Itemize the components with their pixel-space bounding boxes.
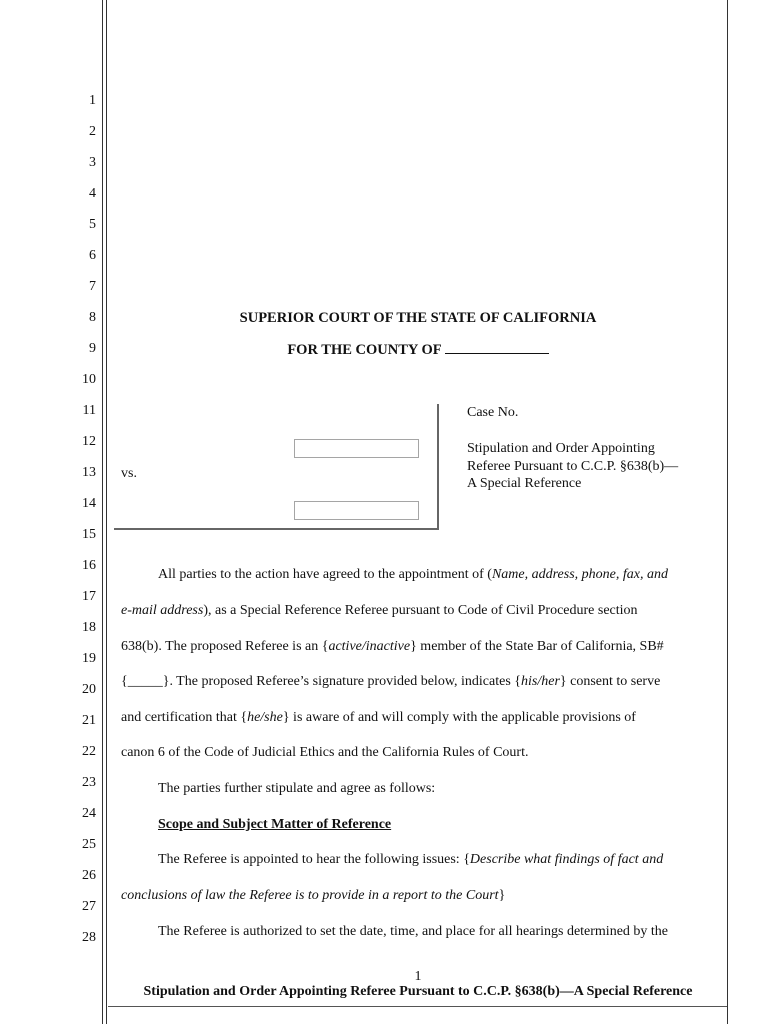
county-blank [445, 341, 549, 354]
line-number: 2 [89, 124, 96, 139]
body-line: e-mail address), as a Special Reference Referee pursuant to Code of Civil Procedure section [121, 603, 638, 618]
plaintiff-field[interactable] [294, 439, 419, 458]
case-number-label: Case No. [467, 405, 519, 420]
caption-vertical-rule [437, 404, 439, 528]
caption-horizontal-rule [114, 528, 439, 530]
defendant-field[interactable] [294, 501, 419, 520]
line-number: 26 [82, 868, 96, 883]
line-number: 8 [89, 310, 96, 325]
line-number: 23 [82, 775, 96, 790]
document-title-line: Referee Pursuant to C.C.P. §638(b)— [467, 458, 679, 474]
body-line: The Referee is appointed to hear the following issues: {Describe what findings of fact and [158, 852, 664, 867]
line-number: 12 [82, 434, 96, 449]
left-margin-rule-outer [102, 0, 103, 1024]
line-number: 16 [82, 558, 96, 573]
versus-label: vs. [121, 466, 137, 481]
footer-title: Stipulation and Order Appointing Referee Pursuant to C.C.P. §638(b)—A Special Reference [143, 984, 693, 999]
county-label: FOR THE COUNTY OF [287, 342, 442, 358]
line-number: 10 [82, 372, 96, 387]
body-line: and certification that {he/she} is aware of and will comply with the applicable provisions of [121, 710, 636, 725]
line-number: 19 [82, 651, 96, 666]
line-number: 22 [82, 744, 96, 759]
line-number: 9 [89, 341, 96, 356]
line-number: 4 [89, 186, 96, 201]
body-line: conclusions of law the Referee is to provide in a report to the Court} [121, 888, 506, 903]
body-line: {_____}. The proposed Referee’s signature provided below, indicates {his/her} consent to serve [121, 674, 661, 689]
section-heading: Scope and Subject Matter of Reference [158, 817, 392, 832]
line-number: 14 [82, 496, 96, 511]
line-number: 6 [89, 248, 96, 263]
page-number: 1 [414, 969, 422, 984]
footer-rule [108, 1006, 727, 1007]
line-number: 7 [89, 279, 96, 294]
line-number: 5 [89, 217, 96, 232]
left-margin-rule-inner [106, 0, 107, 1024]
body-line: All parties to the action have agreed to the appointment of (Name, address, phone, fax, and [158, 567, 668, 582]
document-title-line: Stipulation and Order Appointing [467, 441, 655, 456]
line-number: 28 [82, 930, 96, 945]
document-title [467, 440, 717, 493]
line-number: 15 [82, 527, 96, 542]
line-number: 24 [82, 806, 96, 821]
court-title: SUPERIOR COURT OF THE STATE OF CALIFORNIA [239, 310, 597, 326]
line-number: 20 [82, 682, 96, 697]
body-line: canon 6 of the Code of Judicial Ethics and the California Rules of Court. [121, 745, 529, 760]
line-number: 18 [82, 620, 96, 635]
line-number: 21 [82, 713, 96, 728]
document-title-line: A Special Reference [467, 476, 582, 491]
body-line: The parties further stipulate and agree as follows: [158, 781, 436, 796]
line-number: 27 [82, 899, 96, 914]
line-number: 17 [82, 589, 96, 604]
right-margin-rule [727, 0, 728, 1024]
line-number: 1 [89, 93, 96, 108]
line-number: 3 [89, 155, 96, 170]
line-number: 25 [82, 837, 96, 852]
body-line: The Referee is authorized to set the date, time, and place for all hearings determined by the [158, 924, 669, 939]
line-number: 13 [82, 465, 96, 480]
body-line: 638(b). The proposed Referee is an {active/inactive} member of the State Bar of California, SB# [121, 639, 664, 654]
county-line [108, 341, 728, 359]
line-number: 11 [82, 403, 96, 418]
